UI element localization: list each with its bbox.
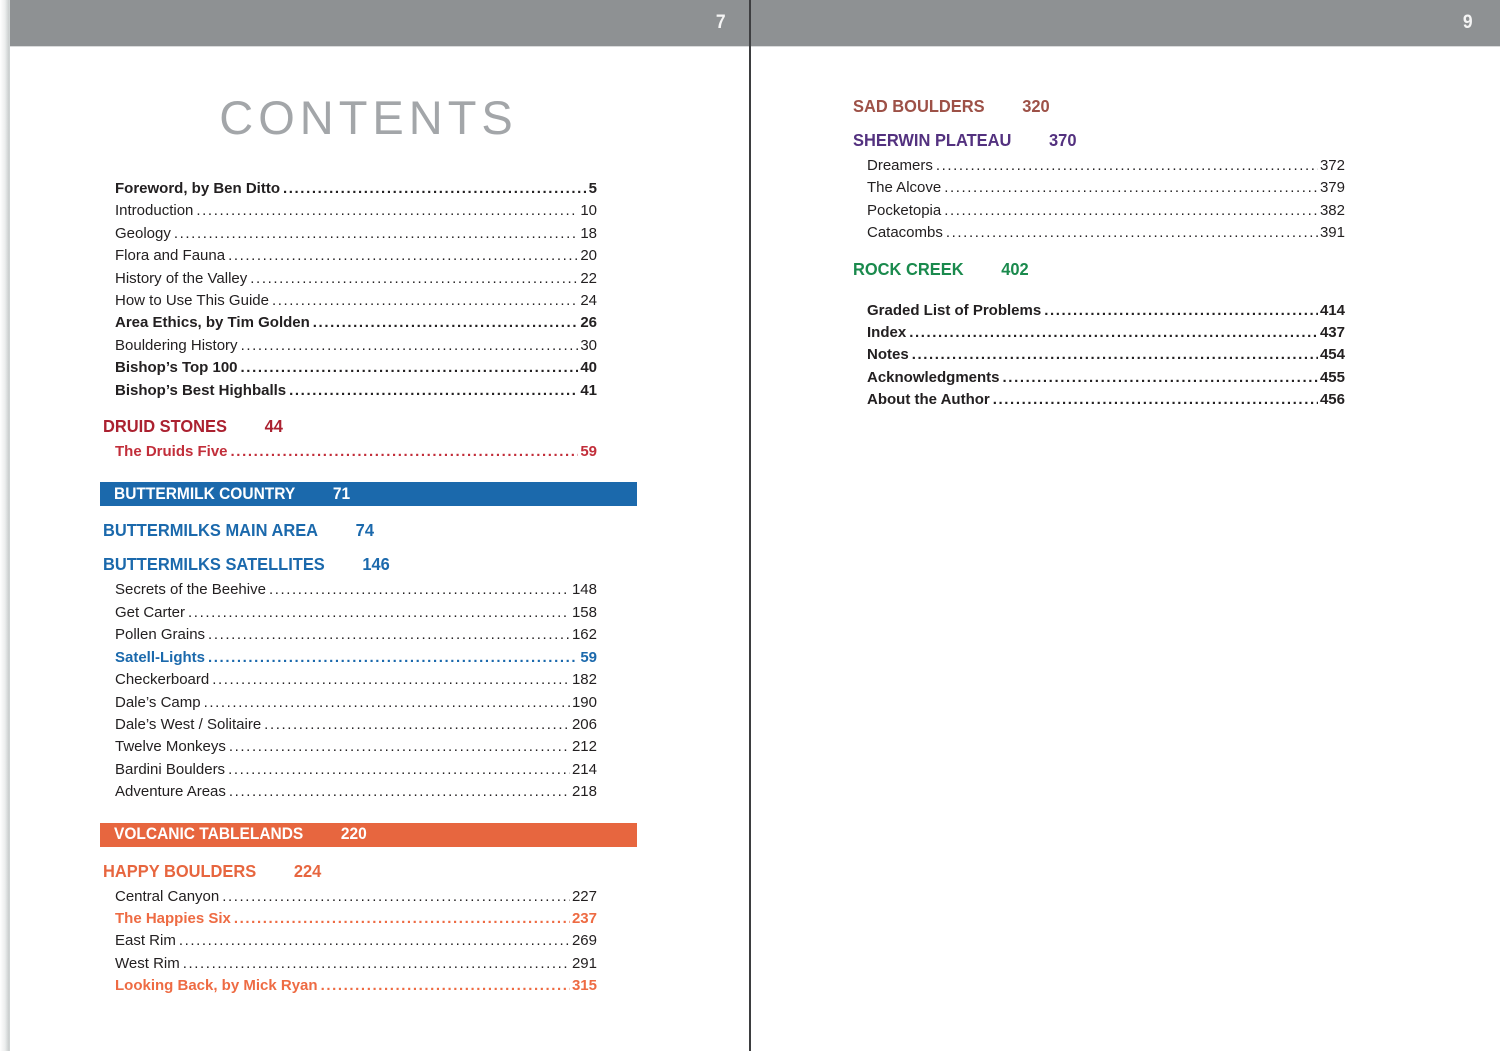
toc-entry (115, 624, 597, 646)
section-heading-page: 320 (1022, 96, 1050, 116)
toc-entry-page: 5 (588, 180, 597, 197)
dot-leader (993, 389, 1318, 411)
section-heading (100, 554, 637, 574)
section-heading (851, 96, 1345, 116)
section-heading (100, 861, 637, 881)
dot-leader (231, 441, 579, 463)
toc-entry-page: 454 (1319, 346, 1345, 364)
toc-entry-page: 206 (571, 715, 597, 733)
dot-leader (208, 624, 570, 646)
section-heading-label: ROCK CREEK (853, 258, 964, 279)
toc-entry (867, 344, 1345, 366)
toc-entry (115, 200, 597, 222)
section-heading-text (103, 416, 283, 436)
right-toc-blocks (851, 96, 1345, 412)
toc-entry (115, 781, 597, 803)
section-heading-text (103, 861, 321, 881)
contents-title: CONTENTS (219, 91, 518, 144)
dot-leader (313, 312, 579, 334)
section-heading-text (103, 520, 374, 540)
toc-entry-group (851, 155, 1345, 245)
toc-entry-group (100, 886, 597, 998)
dot-leader (228, 759, 570, 781)
dot-leader (283, 178, 587, 200)
section-heading-page: 74 (355, 520, 374, 541)
toc-entry-label: Dale’s West / Solitaire (115, 715, 262, 733)
dot-leader (229, 736, 570, 758)
dot-leader (212, 669, 570, 691)
toc-entry (867, 322, 1345, 344)
dot-leader (241, 357, 579, 379)
toc-entry (115, 759, 597, 781)
section-heading-page: 146 (362, 554, 390, 575)
toc-entry (115, 178, 597, 200)
toc-entry-label: Flora and Fauna (115, 247, 226, 265)
toc-entry-label: About the Author (867, 391, 990, 409)
toc-entry (115, 714, 597, 736)
dot-leader (909, 322, 1318, 344)
spacer (851, 279, 1345, 295)
section-heading (851, 130, 1345, 150)
section-bar-text (114, 825, 367, 844)
dot-leader (272, 290, 578, 312)
page-number-right: 9 (1463, 12, 1473, 33)
dot-leader (1003, 367, 1318, 389)
section-heading-label: HAPPY BOULDERS (103, 860, 257, 881)
dot-leader (912, 344, 1318, 366)
toc-entry (115, 736, 597, 758)
toc-entry (115, 692, 597, 714)
toc-entry-page: 391 (1319, 224, 1345, 242)
toc-entry (115, 245, 597, 267)
dot-leader (234, 908, 570, 930)
section-heading-page: 44 (264, 416, 283, 437)
toc-entry-label: Bishop’s Top 100 (115, 359, 238, 377)
section-heading-label: SHERWIN PLATEAU (853, 130, 1012, 150)
toc-entry (867, 367, 1345, 389)
toc-entry-page: 437 (1319, 324, 1345, 342)
toc-entry-page: 190 (571, 693, 597, 711)
toc-entry-label: Twelve Monkeys (115, 738, 226, 756)
dot-leader (196, 200, 578, 222)
section-bar-label: VOLCANIC TABLELANDS (114, 825, 304, 844)
toc-entry-page: 218 (571, 783, 597, 801)
toc-entry-page: 291 (571, 954, 597, 972)
toc-entry-label: The Happies Six (115, 909, 231, 927)
toc-entry (115, 357, 597, 379)
toc-entry-page: 41 (580, 381, 597, 399)
toc-entry-page: 59 (580, 443, 597, 461)
dot-leader (289, 380, 578, 402)
toc-entry (115, 380, 597, 402)
section-heading-page: 370 (1049, 130, 1077, 150)
toc-entry-page: 214 (571, 760, 597, 778)
toc-entry-page: 227 (571, 887, 597, 905)
toc-entry-label: Area Ethics, by Tim Golden (115, 314, 310, 332)
toc-entry-label: Secrets of the Beehive (115, 581, 266, 599)
toc-entry-label: Central Canyon (115, 887, 220, 905)
toc-entry-label: Foreword, by Ben Ditto (115, 180, 280, 197)
toc-entry (115, 975, 597, 997)
dot-leader (946, 222, 1318, 244)
page-number-left: 7 (716, 12, 726, 33)
dot-leader (204, 692, 570, 714)
dot-leader (1044, 300, 1318, 322)
toc-entry-label: Checkerboard (115, 671, 210, 689)
toc-entry-label: Looking Back, by Mick Ryan (115, 977, 318, 995)
toc-entry-label: Geology (115, 224, 171, 242)
dot-leader (179, 930, 570, 952)
toc-entry-label: East Rim (115, 932, 176, 950)
dot-leader (936, 155, 1318, 177)
toc-entry-page: 269 (571, 932, 597, 950)
toc-entry-page: 414 (1319, 301, 1345, 319)
header-left-page (10, 0, 750, 46)
toc-entry (115, 953, 597, 975)
toc-entry (867, 300, 1345, 322)
left-toc-blocks (100, 178, 637, 998)
toc-entry-group (851, 300, 1345, 412)
toc-entry-label: Pocketopia (867, 201, 942, 219)
toc-entry-label: The Alcove (867, 179, 942, 197)
toc-entry-label: Graded List of Problems (867, 301, 1042, 319)
toc-entry-label: Index (867, 324, 907, 342)
toc-entry (115, 886, 597, 908)
toc-entry-label: Acknowledgments (867, 368, 1000, 386)
page-edge-strip (0, 0, 10, 1051)
section-bar (100, 823, 637, 847)
toc-entry-label: The Druids Five (115, 443, 228, 461)
toc-entry-page: 22 (580, 269, 597, 287)
dot-leader (264, 714, 570, 736)
toc-entry-page: 18 (580, 224, 597, 242)
toc-entry (867, 155, 1345, 177)
toc-entry-page: 59 (580, 648, 597, 666)
toc-entry (115, 579, 597, 601)
toc-entry-page: 40 (580, 359, 597, 377)
toc-entry-page: 315 (571, 977, 597, 995)
section-heading-page: 224 (293, 860, 322, 881)
toc-entry-page: 237 (571, 909, 597, 927)
dot-leader (944, 200, 1318, 222)
toc-entry-label: Get Carter (115, 603, 186, 621)
toc-entry-page: 162 (571, 626, 597, 644)
toc-entry (115, 930, 597, 952)
section-bar-page: 220 (340, 825, 367, 844)
toc-entry-label: Dreamers (867, 157, 933, 174)
left-page-content (100, 46, 637, 998)
section-heading-text (103, 554, 390, 574)
toc-entry-page: 379 (1319, 179, 1345, 197)
toc-entry (115, 647, 597, 669)
toc-entry-label: Satell-Lights (115, 648, 206, 666)
dot-leader (228, 245, 578, 267)
right-page-content (851, 96, 1345, 412)
toc-entry-label: Adventure Areas (115, 783, 226, 801)
toc-entry-page: 148 (571, 581, 597, 599)
dot-leader (241, 335, 579, 357)
section-heading (100, 416, 637, 436)
toc-entry-page: 158 (571, 603, 597, 621)
section-heading (851, 259, 1345, 279)
section-heading (100, 520, 637, 540)
header-right-page (1200, 0, 1500, 46)
dot-leader (269, 579, 570, 601)
toc-entry (115, 669, 597, 691)
toc-entry-page: 455 (1319, 368, 1345, 386)
dot-leader (188, 602, 570, 624)
toc-entry-group (100, 178, 597, 402)
dot-leader (222, 886, 570, 908)
toc-entry-label: Bishop’s Best Highballs (115, 381, 287, 399)
toc-entry-label: Bardini Boulders (115, 760, 226, 778)
section-heading-page: 402 (1001, 258, 1029, 279)
toc-entry-label: West Rim (115, 954, 180, 972)
section-bar-text (114, 485, 350, 504)
header-bar (10, 0, 1500, 47)
toc-entry (115, 602, 597, 624)
toc-entry (115, 223, 597, 245)
dot-leader (944, 177, 1318, 199)
toc-entry-label: Introduction (115, 202, 194, 220)
toc-entry-page: 182 (571, 671, 597, 689)
toc-entry-group (100, 579, 597, 803)
toc-entry-label: How to Use This Guide (115, 292, 269, 310)
toc-entry-page: 10 (580, 202, 597, 220)
toc-entry (867, 222, 1345, 244)
toc-entry-page: 212 (571, 738, 597, 756)
toc-entry (115, 290, 597, 312)
toc-entry-page: 24 (580, 292, 597, 310)
section-heading-label: SAD BOULDERS (853, 96, 985, 116)
toc-entry-page: 372 (1319, 157, 1345, 174)
toc-entry-label: History of the Valley (115, 269, 248, 287)
toc-entry (867, 389, 1345, 411)
toc-entry (115, 441, 597, 463)
toc-entry (115, 268, 597, 290)
dot-leader (250, 268, 578, 290)
toc-entry-label: Notes (867, 346, 909, 364)
section-heading-label: DRUID STONES (103, 416, 228, 437)
toc-entry-page: 456 (1319, 391, 1345, 409)
dot-leader (321, 975, 570, 997)
toc-entry-label: Pollen Grains (115, 626, 206, 644)
dot-leader (229, 781, 570, 803)
section-heading-text (853, 130, 1076, 150)
toc-entry-page: 26 (580, 314, 597, 332)
section-heading-text (853, 96, 1050, 116)
toc-entry-page: 20 (580, 247, 597, 265)
toc-entry-page: 30 (580, 336, 597, 354)
toc-entry-label: Bouldering History (115, 336, 238, 354)
toc-entry (115, 312, 597, 334)
section-heading-label: BUTTERMILKS MAIN AREA (103, 520, 319, 541)
dot-leader (174, 223, 578, 245)
toc-entry-label: Dale’s Camp (115, 693, 201, 711)
section-bar-page: 71 (332, 484, 351, 503)
toc-entry-group (100, 441, 597, 463)
section-bar-label: BUTTERMILK COUNTRY (114, 484, 296, 503)
toc-entry (867, 200, 1345, 222)
section-heading-text (853, 259, 1029, 279)
toc-entry-label: Catacombs (867, 224, 943, 242)
toc-entry-page: 382 (1319, 201, 1345, 219)
toc-entry (115, 908, 597, 930)
dot-leader (208, 647, 578, 669)
dot-leader (183, 953, 570, 975)
page-gutter (749, 0, 751, 1051)
toc-entry (867, 177, 1345, 199)
section-bar (100, 482, 637, 506)
section-heading-label: BUTTERMILKS SATELLITES (103, 554, 325, 575)
toc-entry (115, 335, 597, 357)
